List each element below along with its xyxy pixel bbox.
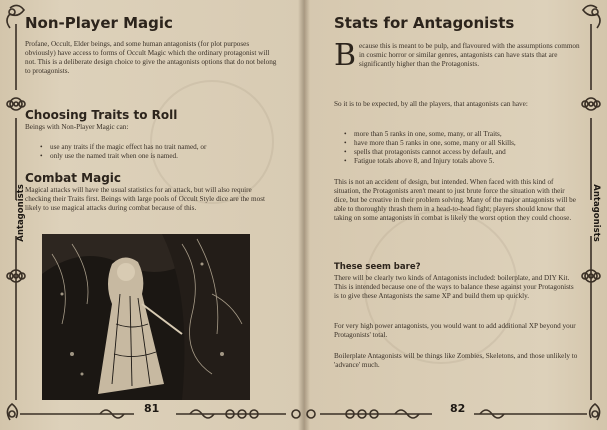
choosing-traits-heading: Choosing Traits to Roll: [25, 108, 178, 122]
left-page-title: Non-Player Magic: [25, 14, 173, 32]
list-item: • spells that protagonists cannot access by default, and: [344, 148, 580, 157]
boilerplate-paragraph: Boilerplate Antagonists will be things like Zombies, Skeletons, and those unlikely to 'advance' much.: [334, 352, 578, 370]
right-page-title: Stats for Antagonists: [334, 14, 515, 32]
bare-subheading: These seem bare?: [334, 262, 421, 272]
combat-magic-paragraph: Magical attacks will have the usual statistics for an attack, but will also require checking their Traits first. Beings with large pools of Occult Style dice are the most likely to use magical attacks during combat because of this.: [25, 186, 266, 213]
right-intro-paragraph: Because this is meant to be pulp, and flavoured with the assumptions common in cosmic horror or similar genres, antagonists can have stats that are significantly higher than the Protagonists.: [334, 38, 580, 73]
bare-paragraph: There will be clearly two kinds of Antagonists included: boilerplate, and DIY Kit. This is intended because one of the ways to balance these against your Protagonists is to give these Antagonists the same XP and build them up quickly.: [334, 274, 574, 301]
list-item: • only use the named trait when one is named.: [40, 152, 276, 161]
design-paragraph: This is not an accident of design, but intended. When faced with this kind of situation, the Protagonists aren't meant to just brute force the situation with their dice, but be creative in their problem solving. Many of the major antagonists will be able to thoroughly thrash them in a head-to-head fight; players should know that taking on some antagonists in combat is likely the worst option they could choose.: [334, 178, 576, 223]
list-item: • have more than 5 ranks in one, some, many or all Skills,: [344, 139, 580, 148]
high-power-paragraph: For very high power antagonists, you would want to add additional XP beyond your Protagonists' total.: [334, 322, 576, 340]
right-side-tab: Antagonists: [590, 184, 601, 242]
combat-magic-heading: Combat Magic: [25, 171, 122, 185]
list-item: • Fatigue totals above 8, and Injury totals above 5.: [344, 157, 580, 166]
left-intro-paragraph: Profane, Occult, Elder beings, and some human antagonists (for plot purposes obviously) have access to forms of Occult Magic which the ordinary protagonist will not. This is a deliberate design choice to give the antagonists options that do not belong to protagonists.: [25, 40, 277, 76]
left-page-number: 81: [144, 402, 160, 415]
list-item: • more than 5 ranks in one, some, many, or all Traits,: [344, 130, 580, 139]
drop-cap: B: [334, 38, 357, 73]
expected-paragraph: So it is to be expected, by all the players, that antagonists can have:: [334, 100, 528, 108]
left-side-tab: Antagonists: [15, 184, 26, 242]
choosing-traits-intro: Beings with Non-Player Magic can:: [25, 123, 129, 131]
list-item: • use any traits if the magic effect has no trait named, or: [40, 143, 276, 152]
right-page-number: 82: [450, 402, 466, 415]
